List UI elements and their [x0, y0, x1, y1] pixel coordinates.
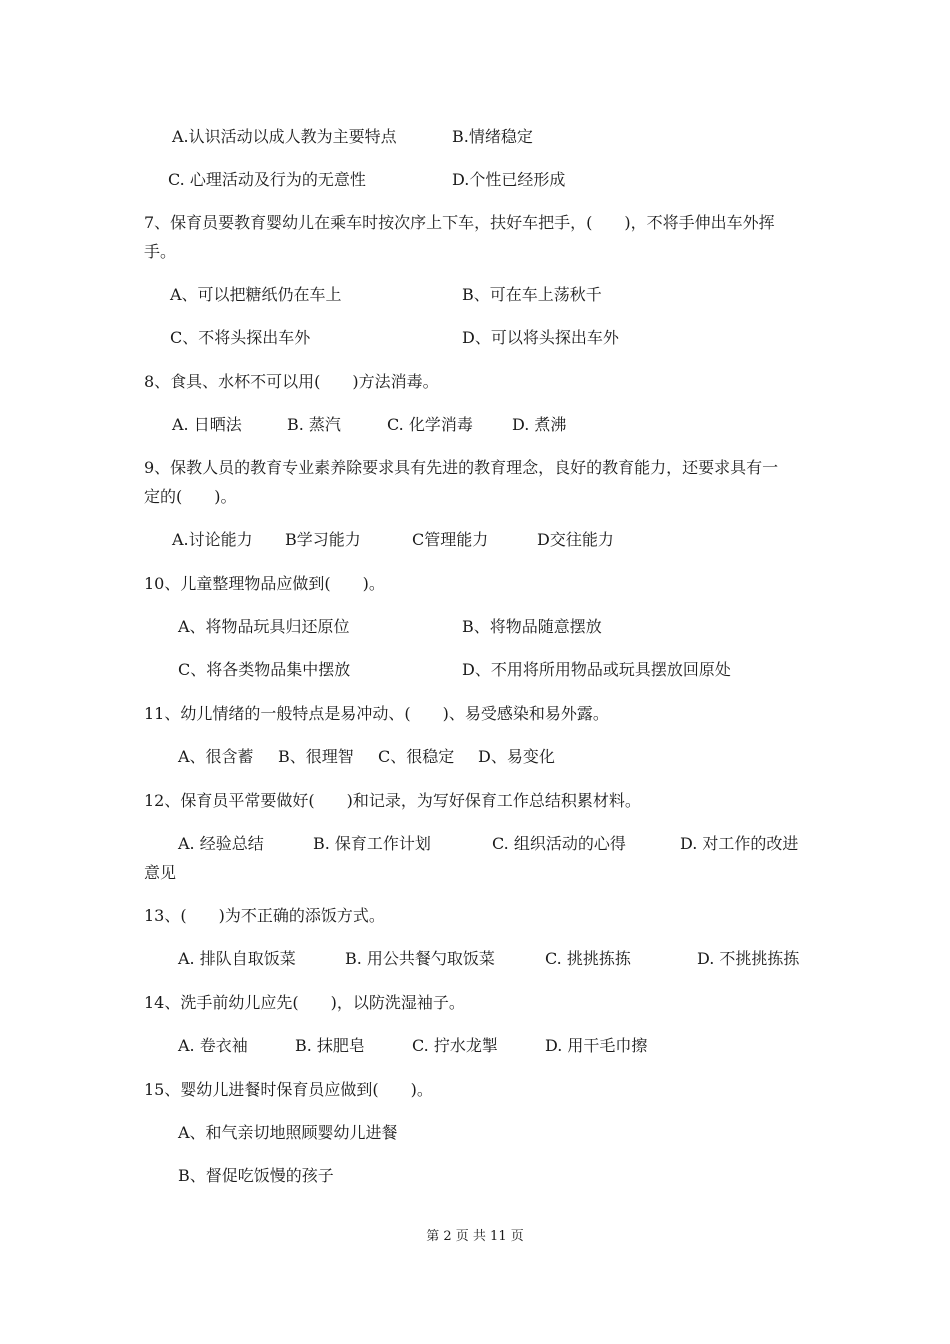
q11-option-a: A、很含蓄 — [178, 747, 254, 766]
q6-option-a: A.认识活动以成人教为主要特点 — [172, 127, 397, 146]
q9-option-b: B学习能力 — [285, 530, 361, 549]
q13-stem: 13、( )为不正确的添饭方式。 — [144, 906, 385, 925]
q8-stem: 8、食具、水杯不可以用( )方法消毒。 — [144, 372, 439, 391]
q12-option-d-continued: 意见 — [144, 863, 177, 882]
q15-stem: 15、婴幼儿进餐时保育员应做到( )。 — [144, 1080, 433, 1099]
q14-option-d: D. 用干毛巾擦 — [545, 1036, 648, 1055]
q7-option-c: C、不将头探出车外 — [170, 328, 311, 347]
q14-option-b: B. 抹肥皂 — [295, 1036, 365, 1055]
q11-option-d: D、易变化 — [478, 747, 555, 766]
q10-stem: 10、儿童整理物品应做到( )。 — [144, 574, 385, 593]
q10-option-a: A、将物品玩具归还原位 — [178, 617, 350, 636]
page-footer: 第 2 页 共 11 页 — [426, 1229, 524, 1244]
q10-option-b: B、将物品随意摆放 — [462, 617, 602, 636]
q9-option-d: D交往能力 — [537, 530, 614, 549]
q7-stem-line1: 7、保育员要教育婴幼儿在乘车时按次序上下车，扶好车把手，( )，不将手伸出车外挥 — [144, 213, 775, 232]
q8-option-d: D. 煮沸 — [512, 415, 567, 434]
q12-option-a: A. 经验总结 — [178, 834, 264, 853]
q12-option-d: D. 对工作的改进 — [680, 834, 799, 853]
q10-option-d: D、不用将所用物品或玩具摆放回原处 — [462, 660, 731, 679]
q14-option-a: A. 卷衣袖 — [178, 1036, 248, 1055]
q6-option-b: B.情绪稳定 — [452, 127, 533, 146]
q8-option-a: A. 日晒法 — [172, 415, 242, 434]
q10-option-c: C、将各类物品集中摆放 — [178, 660, 351, 679]
q6-option-d: D.个性已经形成 — [452, 170, 566, 189]
q14-option-c: C. 拧水龙掣 — [412, 1036, 498, 1055]
q12-option-c: C. 组织活动的心得 — [492, 834, 626, 853]
q7-option-b: B、可在车上荡秋千 — [462, 285, 602, 304]
q11-stem: 11、幼儿情绪的一般特点是易冲动、( )、易受感染和易外露。 — [144, 704, 609, 723]
q9-option-a: A.讨论能力 — [172, 530, 253, 549]
q8-option-c: C. 化学消毒 — [387, 415, 473, 434]
q15-option-a: A、和气亲切地照顾婴幼儿进餐 — [178, 1123, 398, 1142]
q7-stem-line2: 手。 — [144, 242, 177, 261]
q12-stem: 12、保育员平常要做好( )和记录，为写好保育工作总结积累材料。 — [144, 791, 641, 810]
q9-stem-line1: 9、保教人员的教育专业素养除要求具有先进的教育理念，良好的教育能力，还要求具有一 — [144, 458, 779, 477]
q8-option-b: B. 蒸汽 — [287, 415, 341, 434]
q12-option-b: B. 保育工作计划 — [313, 834, 431, 853]
q13-option-c: C. 挑挑拣拣 — [545, 949, 631, 968]
q13-option-a: A. 排队自取饭菜 — [178, 949, 296, 968]
q13-option-d: D. 不挑挑拣拣 — [697, 949, 800, 968]
q6-option-c: C. 心理活动及行为的无意性 — [168, 170, 366, 189]
q13-option-b: B. 用公共餐勺取饭菜 — [345, 949, 495, 968]
q7-option-d: D、可以将头探出车外 — [462, 328, 619, 347]
q9-option-c: C管理能力 — [412, 530, 489, 549]
q9-stem-line2: 定的( )。 — [144, 487, 237, 506]
q14-stem: 14、洗手前幼儿应先( )，以防洗湿袖子。 — [144, 993, 465, 1012]
q11-option-c: C、很稳定 — [378, 747, 455, 766]
q7-option-a: A、可以把糖纸仍在车上 — [170, 285, 342, 304]
q15-option-b: B、督促吃饭慢的孩子 — [178, 1166, 334, 1185]
q11-option-b: B、很理智 — [278, 747, 354, 766]
